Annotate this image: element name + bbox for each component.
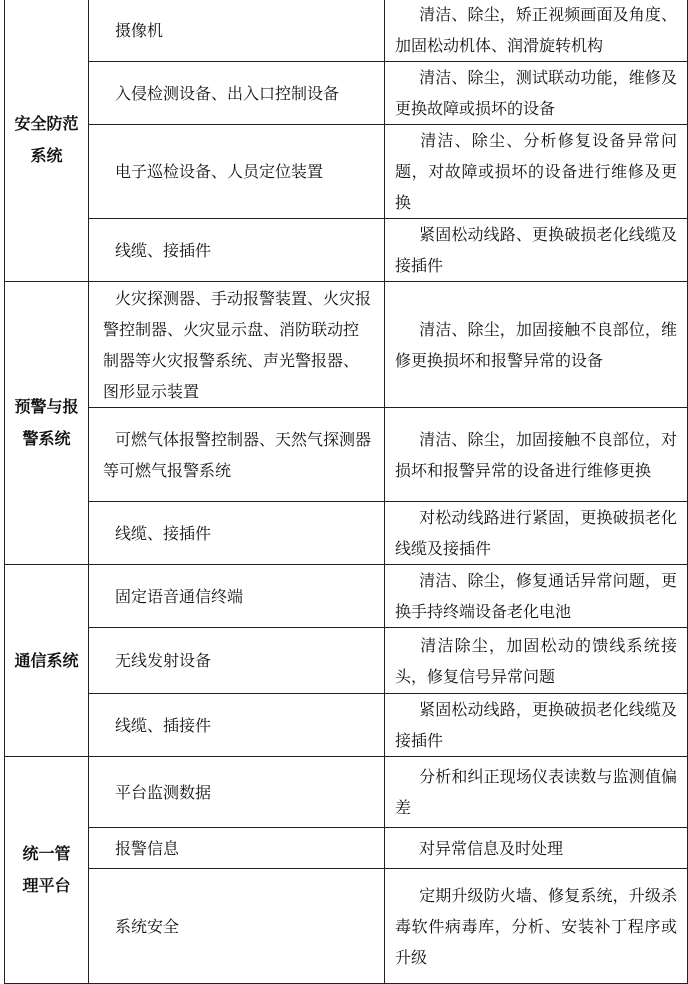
device-cell: 无线发射设备 <box>89 628 385 694</box>
device-cell: 入侵检测设备、出入口控制设备 <box>89 62 385 125</box>
device-cell: 平台监测数据 <box>89 757 385 828</box>
device-cell: 报警信息 <box>89 828 385 869</box>
action-cell: 清洁、除尘，加固接触不良部位，对损坏和报警异常的设备进行维修更换 <box>385 408 688 502</box>
device-cell: 线缆、插接件 <box>89 694 385 757</box>
table-row <box>5 757 688 828</box>
action-cell: 清洁、除尘，测试联动功能，维修及更换故障或损坏的设备 <box>385 62 688 125</box>
table-row <box>5 282 688 408</box>
table-row <box>5 869 688 984</box>
action-cell: 定期升级防火墙、修复系统，升级杀毒软件病毒库，分析、安装补丁程序或升级 <box>385 869 688 984</box>
table-row <box>5 0 688 62</box>
device-cell: 系统安全 <box>89 869 385 984</box>
table-row <box>5 62 688 125</box>
action-cell: 对异常信息及时处理 <box>385 828 688 869</box>
device-cell: 线缆、接插件 <box>89 219 385 282</box>
system-cell: 预警与报 警系统 <box>5 282 89 565</box>
table-row <box>5 219 688 282</box>
action-cell: 紧固松动线路、更换破损老化线缆及接插件 <box>385 219 688 282</box>
table-row <box>5 694 688 757</box>
maintenance-table <box>4 0 688 984</box>
system-cell: 统一管 理平台 <box>5 757 89 984</box>
action-cell: 清洁、除尘、分析修复设备异常问题，对故障或损坏的设备进行维修及更换 <box>385 125 688 219</box>
action-cell: 清洁、除尘，加固接触不良部位，维修更换损坏和报警异常的设备 <box>385 282 688 408</box>
table-row <box>5 125 688 219</box>
action-cell: 清洁、除尘，修复通话异常问题，更换手持终端设备老化电池 <box>385 565 688 628</box>
device-cell: 线缆、接插件 <box>89 502 385 565</box>
action-cell: 清洁、除尘，矫正视频画面及角度、加固松动机体、润滑旋转机构 <box>385 0 688 62</box>
action-cell: 分析和纠正现场仪表读数与监测值偏差 <box>385 757 688 828</box>
action-cell: 清洁除尘，加固松动的馈线系统接头，修复信号异常问题 <box>385 628 688 694</box>
table-row <box>5 828 688 869</box>
device-cell: 电子巡检设备、人员定位装置 <box>89 125 385 219</box>
action-cell: 紧固松动线路，更换破损老化线缆及接插件 <box>385 694 688 757</box>
system-cell: 通信系统 <box>5 565 89 757</box>
device-cell: 摄像机 <box>89 0 385 62</box>
table-row <box>5 408 688 502</box>
table-row <box>5 628 688 694</box>
table-row <box>5 565 688 628</box>
action-cell: 对松动线路进行紧固，更换破损老化线缆及接插件 <box>385 502 688 565</box>
table-row <box>5 502 688 565</box>
system-cell: 安全防范 系统 <box>5 0 89 282</box>
device-cell: 固定语音通信终端 <box>89 565 385 628</box>
device-cell: 可燃气体报警控制器、天然气探测器等可燃气报警系统 <box>89 408 385 502</box>
device-cell: 火灾探测器、手动报警装置、火灾报警控制器、火灾显示盘、消防联动控制器等火灾报警系统、声光警报器、图形显示装置 <box>89 282 385 408</box>
